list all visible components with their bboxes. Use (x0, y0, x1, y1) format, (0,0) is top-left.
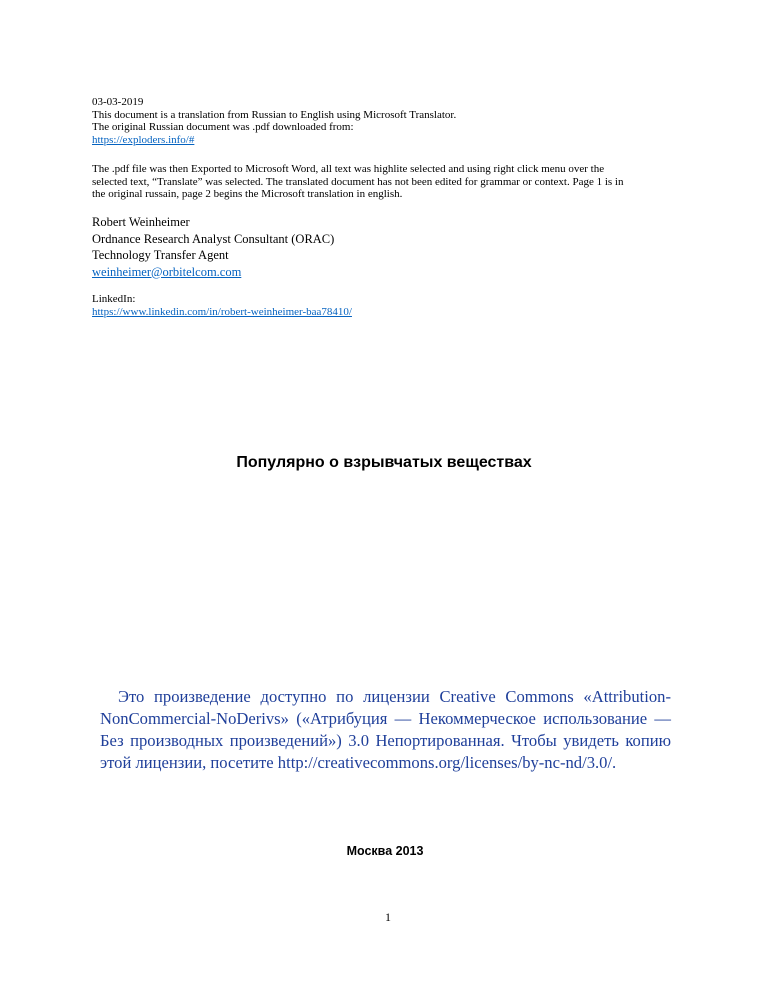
linkedin-label: LinkedIn: (92, 293, 136, 305)
author-name: Robert Weinheimer (92, 215, 190, 229)
note-line-2: The original Russian document was .pdf downloaded from: (92, 121, 354, 134)
author-role: Technology Transfer Agent (92, 248, 229, 262)
source-link[interactable]: https://exploders.info/# (92, 133, 195, 146)
license-line-2: NonCommercial-NoDerivs» («Атрибуция — Некоммерческое использование — (100, 709, 671, 728)
note-line-1: This document is a translation from Russian to English using Microsoft Translator. (92, 108, 457, 121)
license-line-4: этой лицензии, посетите http://creativecommons.org/licenses/by-nc-nd/3.0/. (100, 753, 617, 772)
export-note-line-3: the original russain, page 2 begins the Microsoft translation in english. (92, 188, 403, 201)
author-email-link[interactable]: weinheimer@orbitelcom.com (92, 264, 242, 279)
author-title: Ordnance Research Analyst Consultant (ORAC) (92, 231, 335, 246)
license-line-3: Без производных произведений») 3.0 Непортированная. Чтобы увидеть копию (100, 731, 671, 750)
translation-note (92, 96, 662, 146)
linkedin-link[interactable]: https://www.linkedin.com/in/robert-weinheimer-baa78410/ (92, 305, 352, 318)
license-notice (100, 686, 671, 774)
license-line-1: Это произведение доступно по лицензии Creative Commons «Attribution- (118, 687, 671, 706)
document-title: Популярно о взрывчатых веществах (236, 454, 532, 471)
linkedin-block (92, 293, 662, 318)
export-note (92, 163, 662, 201)
export-note-line-1: The .pdf file was then Exported to Microsoft Word, all text was highlite selected and using right click menu over the (92, 163, 605, 175)
city-year: Москва 2013 (346, 844, 424, 858)
note-date: 03-03-2019 (92, 96, 144, 108)
export-note-line-2: selected text, “Translate” was selected. The translated document has not been edited for grammar or context. Page 1 is in (92, 175, 624, 188)
page-number: 1 (385, 910, 391, 924)
author-block (92, 214, 334, 280)
